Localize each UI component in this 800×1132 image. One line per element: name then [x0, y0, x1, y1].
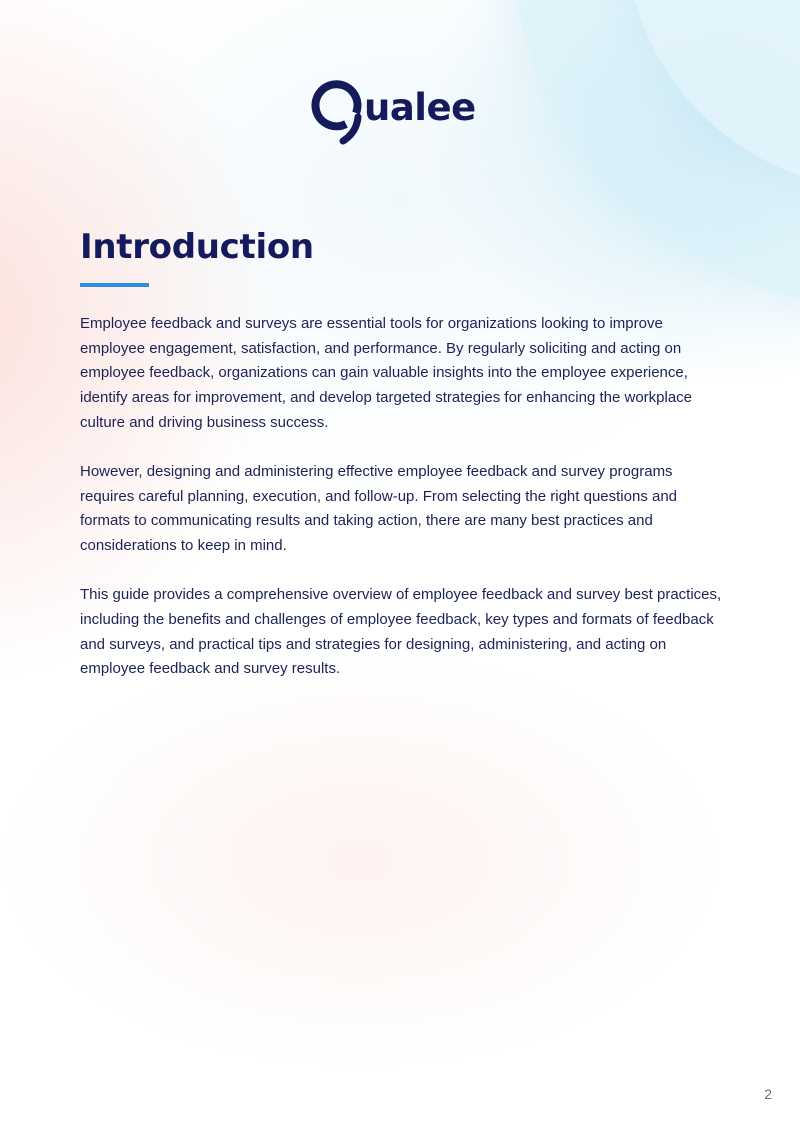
paragraph: However, designing and administering effective employee feedback and survey programs requires careful planning, execution, and follow-up. From selecting the right questions and formats to communicating results and taking action, there are many best practices and considerations to keep in mind.	[80, 463, 678, 555]
qualee-logo	[311, 76, 491, 146]
page-title: Introduction	[80, 227, 314, 267]
title-underline	[80, 283, 149, 287]
logo-wordmark: ualee	[364, 86, 476, 129]
page-number: 2	[764, 1086, 772, 1102]
body-text	[80, 312, 730, 707]
paragraph: Employee feedback and surveys are essential tools for organizations looking to improve employee engagement, satisfaction, and performance. By regularly soliciting and acting on employee feedback, organizations can gain valuable insights into the employee experience, identify areas for improvement, and develop targeted strategies for enhancing the workplace culture and driving business success.	[80, 315, 693, 431]
paragraph: This guide provides a comprehensive overview of employee feedback and survey best practices, including the benefits and challenges of employee feedback, key types and formats of feedback and surveys, and practical tips and strategies for designing, administering, and acting on employee feedback and survey results.	[80, 586, 722, 678]
